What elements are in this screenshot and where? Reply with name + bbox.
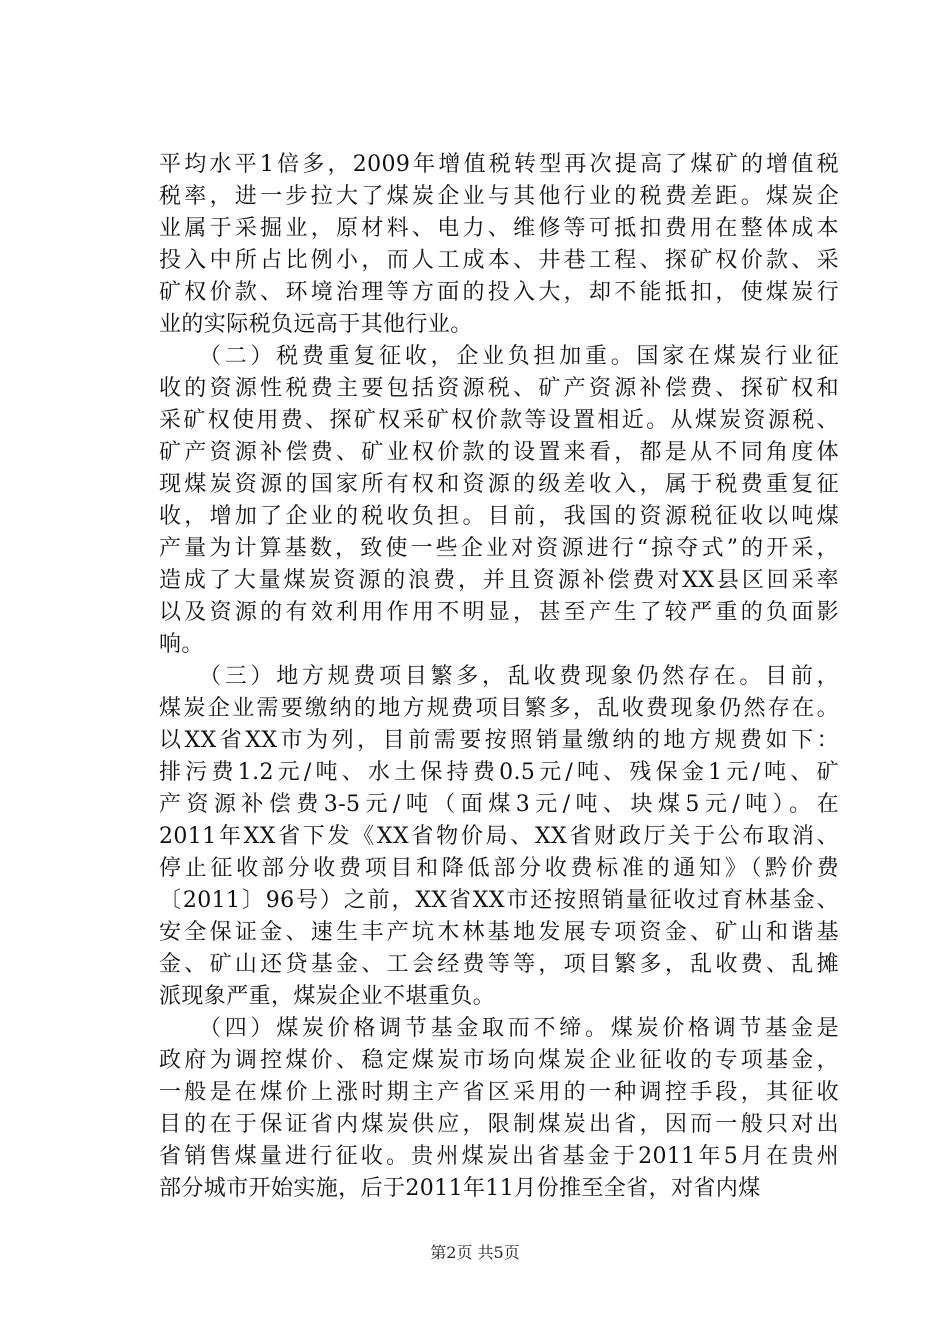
text-line: 产量为计算基数，致使一些企业对资源进行“掠夺式”的开采， — [159, 536, 839, 561]
text-line: 排污费1.2元/吨、水土保持费0.5元/吨、残保金1元/吨、矿 — [159, 760, 839, 785]
text-line: 收的资源性税费主要包括资源税、矿产资源补偿费、探矿权和 — [159, 376, 839, 401]
page-footer: 第2页 共5页 — [430, 1243, 520, 1262]
text-line: （三）地方规费项目繁多，乱收费现象仍然存在。目前， — [199, 664, 839, 689]
text-line: 矿权价款、环境治理等方面的投入大，却不能抵扣，使煤炭行 — [159, 280, 839, 305]
text-line: 以及资源的有效利用作用不明显，甚至产生了较严重的负面影 — [159, 600, 839, 625]
text-line: 业的实际税负远高于其他行业。 — [159, 312, 473, 337]
paragraph — [159, 661, 839, 1013]
text-line: 采矿权使用费、探矿权采矿权价款等设置相近。从煤炭资源税、 — [159, 408, 839, 433]
text-line: 目的在于保证省内煤炭供应，限制煤炭出省，因而一般只对出 — [159, 1112, 839, 1137]
document-body — [159, 149, 839, 1205]
text-line: 产资源补偿费3-5元/吨（面煤3元/吨、块煤5元/吨）。在 — [159, 792, 839, 817]
text-line: 造成了大量煤炭资源的浪费，并且资源补偿费对XX县区回采率 — [159, 568, 839, 593]
text-line: 投入中所占比例小，而人工成本、井巷工程、探矿权价款、采 — [159, 248, 839, 273]
paragraph — [159, 1013, 839, 1205]
text-line: 税率，进一步拉大了煤炭企业与其他行业的税费差距。煤炭企 — [159, 184, 839, 209]
text-line: 部分城市开始实施，后于2011年11月份推至全省，对省内煤 — [159, 1176, 761, 1201]
text-line: 以XX省XX市为列，目前需要按照销量缴纳的地方规费如下： — [159, 728, 839, 753]
paragraph — [159, 341, 839, 661]
text-line: 停止征收部分收费项目和降低部分收费标准的通知》（黔价费 — [159, 856, 839, 881]
text-line: 省销售煤量进行征收。贵州煤炭出省基金于2011年5月在贵州 — [159, 1144, 839, 1169]
text-line: （二）税费重复征收，企业负担加重。国家在煤炭行业征 — [199, 344, 839, 369]
text-line: 政府为调控煤价、稳定煤炭市场向煤炭企业征收的专项基金， — [159, 1048, 839, 1073]
text-line: 煤炭企业需要缴纳的地方规费项目繁多，乱收费现象仍然存在。 — [159, 696, 839, 721]
text-line: 派现象严重，煤炭企业不堪重负。 — [159, 984, 496, 1009]
text-line: 业属于采掘业，原材料、电力、维修等可抵扣费用在整体成本 — [159, 216, 839, 241]
text-line: 平均水平1倍多，2009年增值税转型再次提高了煤矿的增值税 — [159, 152, 839, 177]
text-line: 〔2011〕96号）之前，XX省XX市还按照销量征收过育林基金、 — [159, 888, 839, 913]
paragraph — [159, 149, 839, 341]
text-line: 响。 — [159, 632, 204, 657]
text-line: 安全保证金、速生丰产坑木林基地发展专项资金、矿山和谐基 — [159, 920, 839, 945]
text-line: 2011年XX省下发《XX省物价局、XX省财政厅关于公布取消、 — [159, 824, 839, 849]
text-line: 金、矿山还贷基金、工会经费等等，项目繁多，乱收费、乱摊 — [159, 952, 839, 977]
text-line: （四）煤炭价格调节基金取而不缔。煤炭价格调节基金是 — [199, 1016, 839, 1041]
text-line: 收，增加了企业的税收负担。目前，我国的资源税征收以吨煤 — [159, 504, 839, 529]
text-line: 一般是在煤价上涨时期主产省区采用的一种调控手段，其征收 — [159, 1080, 839, 1105]
text-line: 现煤炭资源的国家所有权和资源的级差收入，属于税费重复征 — [159, 472, 839, 497]
text-line: 矿产资源补偿费、矿业权价款的设置来看，都是从不同角度体 — [159, 440, 839, 465]
